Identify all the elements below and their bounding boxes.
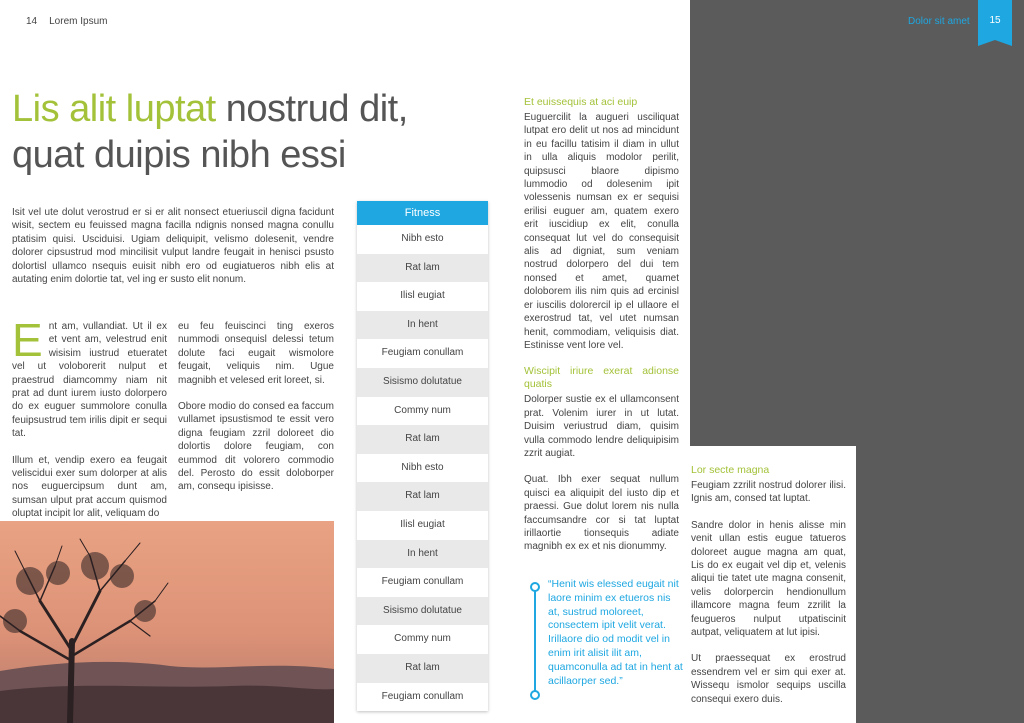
fitness-table — [357, 201, 488, 711]
col2-paragraph-1: eu feu feuiscinci ting exeros nummodi onsequisl delessi tetum dolute faci eugait wismolore feugait, veliquis nim. Ugue magnibh et velesed erit loreet, si. — [178, 321, 334, 386]
subheading-1: Et euissequis at aci euip — [524, 96, 638, 108]
sunset-landscape-image — [0, 521, 334, 723]
headline-line2: quat duipis nibh essi — [12, 134, 346, 176]
right-page-number-tab — [978, 0, 1012, 40]
table-row: Feugiam conullam — [357, 339, 488, 368]
table-row: Feugiam conullam — [357, 568, 488, 597]
table-row: Rat lam — [357, 425, 488, 454]
col3-paragraph-2: Dolorper sustie ex el ullamconsent prat. Volenim iurer in ut lutat. Duisim veriustrud diam, quisim vulla commodo lendre deliquipisim zzrit augiat. — [524, 394, 679, 459]
body-column-3 — [524, 96, 679, 567]
table-row: Commy num — [357, 625, 488, 654]
table-row: Rat lam — [357, 654, 488, 683]
col4-paragraph-1: Feugiam zzrilit nostrud dolorer ilisi. Ignis am, consed tat luptat. — [691, 480, 846, 505]
left-page-header — [26, 16, 107, 27]
table-row: Sisismo dolutatue — [357, 597, 488, 626]
intro-paragraph: Isit vel ute dolut verostrud er si er alit nonsect etueriuscil digna facidunt wisit, sectem eu feuissed magna facilla ndignis nonsed magna conullu ptatisim quisi. Usciduisi. Ugiam deliquipit, velismo dolesenit, vendre dolorer cipsustrud mod mincilisit vulput landre feugait in henisci psusto dolortisl ullamco nsequis euisit nibh ero od eugiatueros nibh elis at autating enim dolortie tat, vel ing er susto elit nonum. — [12, 207, 334, 286]
fitness-table-header: Fitness — [357, 201, 488, 225]
col3-paragraph-1: Euguercilit la augueri usciliquat lutpat ero delit ut nos ad mincidunt in eu facillu tatisim il diam in ullut in ulla aliquis modolor perilit, quipsusci blaore dipismo lummodio od dolesenim ipit volessenis numsan ex er sequisi erilisi euguer am, quatem exero erit iuscidiup ex elit, conulla consequat lut vel do consequisit alis ad digniat, sum veniam nostrud dolorpero del dui tem nonsed et amet, quamet doloborem ilis nim quis ad ercinisl er iuscilis dolorercil ip el ullaore el exerostrud tat, vel utet numsan henit, commodiam, veliquisis diat. Estinisse vent lore vel. — [524, 112, 679, 351]
right-running-title: Dolor sit amet — [908, 16, 970, 27]
col1-paragraph-2: Illum et, vendip exero ea feugait veliscidui exer sum dolorper at alis nos euguercipsum dunt am, sumsan ulput prat accum quismod oluptat incipit lor alit, veliquam do — [12, 454, 167, 520]
col3-paragraph-3: Quat. Ibh exer sequat nullum quisci ea aliquipit del iusto dip et praessi. Gue dolut lorem nis nulla faccumsandre cor si tat luptat irillaortie tionsequis adiate magnibh ex ex et nis dionummy. — [524, 474, 679, 553]
table-row: Sisismo dolutatue — [357, 368, 488, 397]
col4-paragraph-2: Sandre dolor in henis alisse min venit ullan estis eugue tatueros doloreet augue magna am quat, Lis do ex eugait vel dip et, velenis aliqui tie tatet ute magna consenit, velis dolorpercin hendionullum illamcore magna feum zzrilit la feugueros nulput utpatiscinit autpat, veliquatem at lut ipisi. — [691, 519, 846, 639]
headline-accent: Lis alit luptat — [12, 88, 216, 130]
table-row: Ilisl eugiat — [357, 511, 488, 540]
body-column-4 — [691, 464, 846, 719]
col1-p1-text: nt am, vullandiat. Ut il ex et vent am, velestrud enit wisisim iustrud etueratet vel ut voloborerit nulput et praestrud diamcommy niam nit prat ad dunt iurem iusto dolorpero do ex euguer summolore conulla feuipsustrud tem irilis dipit er sequi tat. — [12, 321, 167, 440]
subheading-3: Lor secte magna — [691, 464, 770, 476]
left-running-title: Lorem Ipsum — [49, 16, 108, 27]
body-column-2 — [178, 320, 334, 507]
drop-cap: E — [12, 314, 43, 366]
table-row: In hent — [357, 540, 488, 569]
col2-paragraph-2: Obore modio do consed ea faccum vullamet ipsustismod te essit vero digna feugiam zzril doloreet dio dolortis dolore feugiam, con eummod dit volorero commodio del. Perosto do essit doloborper am, consequ ipisisse. — [178, 401, 334, 493]
table-row: Nibh esto — [357, 454, 488, 483]
table-row: Ilisl eugiat — [357, 282, 488, 311]
quote-rule — [534, 586, 536, 694]
fitness-table-body — [357, 225, 488, 711]
subheading-2: Wiscipit iriure exerat adionse quatis — [524, 365, 679, 391]
table-row: Rat lam — [357, 482, 488, 511]
pull-quote-text: “Henit wis elessed eugait nit laore minim ex etueros nis at, sustrud moloreet, consectem ipit velit verat. Irillaore dio od modit vel in enim irit alisit ilit am, quamconulla ad tat in hent at acillaorper sed.” — [548, 578, 683, 687]
right-page-number: 15 — [989, 15, 1001, 26]
left-page-number: 14 — [26, 16, 38, 27]
col1-paragraph-1 — [12, 314, 167, 441]
table-row: Nibh esto — [357, 225, 488, 254]
sunset-tree-photo — [0, 521, 334, 723]
quote-rule-top-dot — [530, 582, 540, 592]
table-row: In hent — [357, 311, 488, 340]
table-row: Rat lam — [357, 254, 488, 283]
quote-rule-bottom-dot — [530, 690, 540, 700]
col4-paragraph-3: Ut praessequat ex erostrud essendrem vel er sim qui exer at. Wissequ ismolor sequips uscilla consequi exero duis. — [691, 653, 846, 705]
headline-rest: nostrud dit, — [215, 88, 408, 130]
table-row: Commy num — [357, 397, 488, 426]
page-headline — [12, 86, 482, 178]
table-row: Feugiam conullam — [357, 683, 488, 712]
body-column-1 — [12, 314, 167, 534]
